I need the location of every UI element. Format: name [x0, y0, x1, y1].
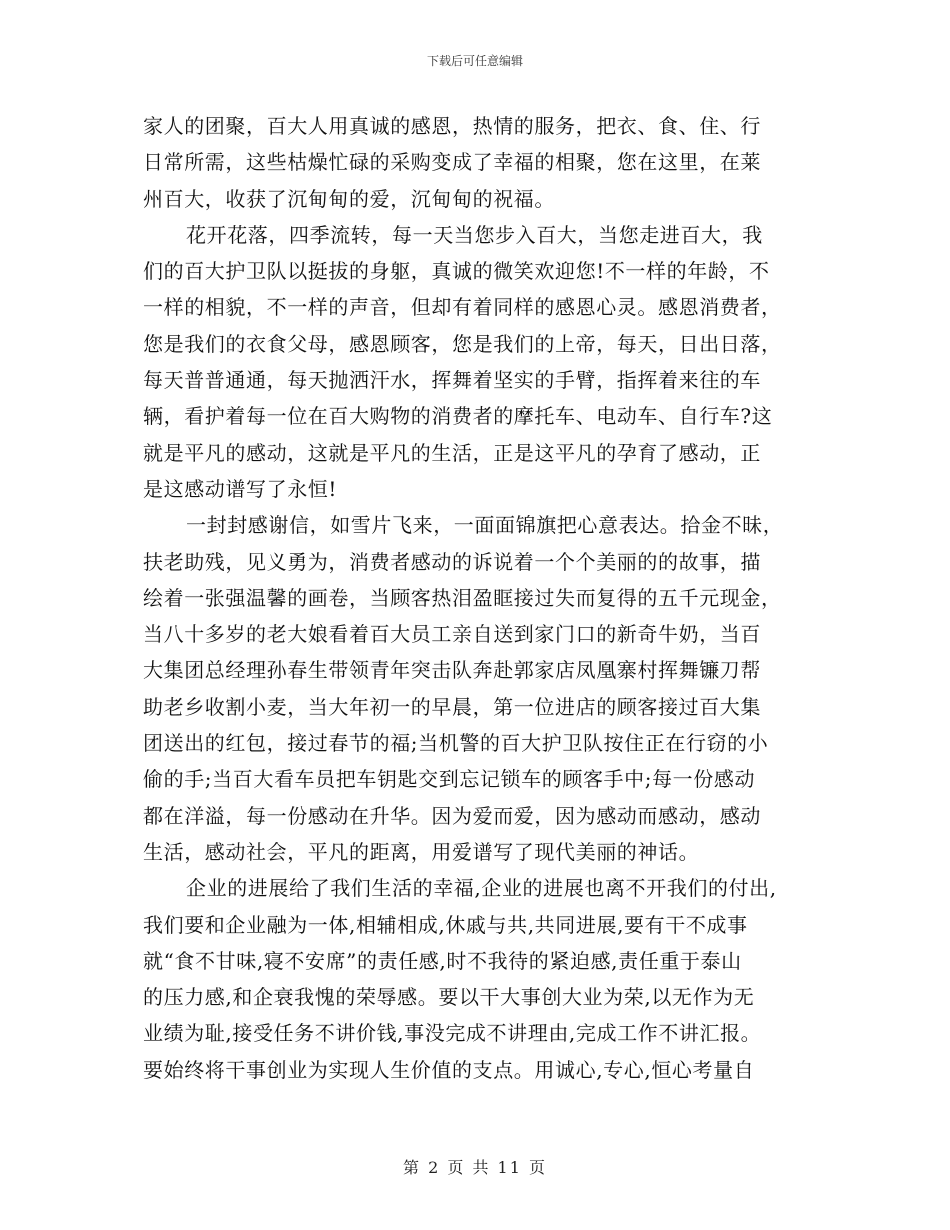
- text-line-8: 每天普普通通，每天抛洒汗水，挥舞着坚实的手臂，指挥着来往的车: [143, 368, 761, 393]
- page-number-footer: 第 2 页 共 11 页: [403, 1158, 547, 1177]
- text-line-27: 要始终将干事创业为实现人生价值的支点。用诚心,专心,恒心考量自: [143, 1057, 755, 1082]
- text-line-13: 扶老助残，见义勇为，消费者感动的诉说着一个个美丽的的故事，描: [143, 549, 761, 574]
- text-line-5: 们的百大护卫队以挺拔的身躯，真诚的微笑欢迎您!不一样的年龄，不: [143, 259, 770, 284]
- text-line-16: 大集团总经理孙春生带领青年突击队奔赴郭家店凤凰寨村挥舞镰刀帮: [143, 658, 761, 683]
- text-line-12: 一封封感谢信，如雪片飞来，一面面锦旗把心意表达。拾金不昧，: [186, 513, 784, 538]
- document-body: [143, 108, 823, 1088]
- text-line-11: 是这感动谱写了永恒!: [143, 476, 338, 501]
- text-line-19: 偷的手;当百大看车员把车钥匙交到忘记锁车的顾客手中;每一份感动: [143, 767, 756, 792]
- text-line-25: 的压力感,和企衰我愧的荣辱感。要以干大事创大业为荣,以无作为无: [143, 985, 755, 1010]
- text-line-24: 就“食不甘味,寝不安席”的责任感,时不我待的紧迫感,责任重于泰山: [143, 948, 742, 973]
- text-line-23: 我们要和企业融为一体,相辅相成,休戚与共,共同进展,要有干不成事: [143, 912, 748, 937]
- text-line-7: 您是我们的衣食父母，感恩顾客，您是我们的上帝，每天，日出日落，: [143, 331, 782, 356]
- text-line-9: 辆，看护着每一位在百大购物的消费者的摩托车、电动车、自行车?这: [143, 404, 773, 429]
- text-line-18: 团送出的红包，接过春节的福;当机警的百大护卫队按住正在行窃的小: [143, 731, 769, 756]
- text-line-20: 都在洋溢，每一份感动在升华。因为爱而爱，因为感动而感动，感动: [143, 803, 761, 828]
- text-line-26: 业绩为耻,接受任务不讲价钱,事没完成不讲理由,完成工作不讲汇报。: [143, 1021, 762, 1046]
- text-line-21: 生活，感动社会，平凡的距离，用爱谱写了现代美丽的神话。: [143, 839, 700, 864]
- text-line-22: 企业的进展给了我们生活的幸福,企业的进展也离不开我们的付出,: [186, 876, 777, 901]
- text-line-2: 日常所需，这些枯燥忙碌的采购变成了幸福的相聚，您在这里，在莱: [143, 150, 761, 175]
- text-line-3: 州百大，收获了沉甸甸的爱，沉甸甸的祝福。: [143, 186, 555, 211]
- text-line-17: 助老乡收割小麦，当大年初一的早晨，第一位进店的顾客接过百大集: [143, 694, 761, 719]
- text-line-15: 当八十多岁的老大娘看着百大员工亲自送到家门口的新奇牛奶，当百: [143, 622, 761, 647]
- page-header-note: 下载后可任意编辑: [426, 54, 523, 68]
- text-line-6: 一样的相貌，不一样的声音，但却有着同样的感恩心灵。感恩消费者，: [143, 295, 782, 320]
- text-line-10: 就是平凡的感动，这就是平凡的生活，正是这平凡的孕育了感动，正: [143, 440, 761, 465]
- text-line-4: 花开花落，四季流转，每一天当您步入百大，当您走进百大，我: [186, 222, 763, 247]
- text-line-14: 绘着一张强温馨的画卷，当顾客热泪盈眶接过失而复得的五千元现金，: [143, 585, 782, 610]
- text-line-1: 家人的团聚，百大人用真诚的感恩，热情的服务，把衣、食、住、行: [143, 114, 761, 138]
